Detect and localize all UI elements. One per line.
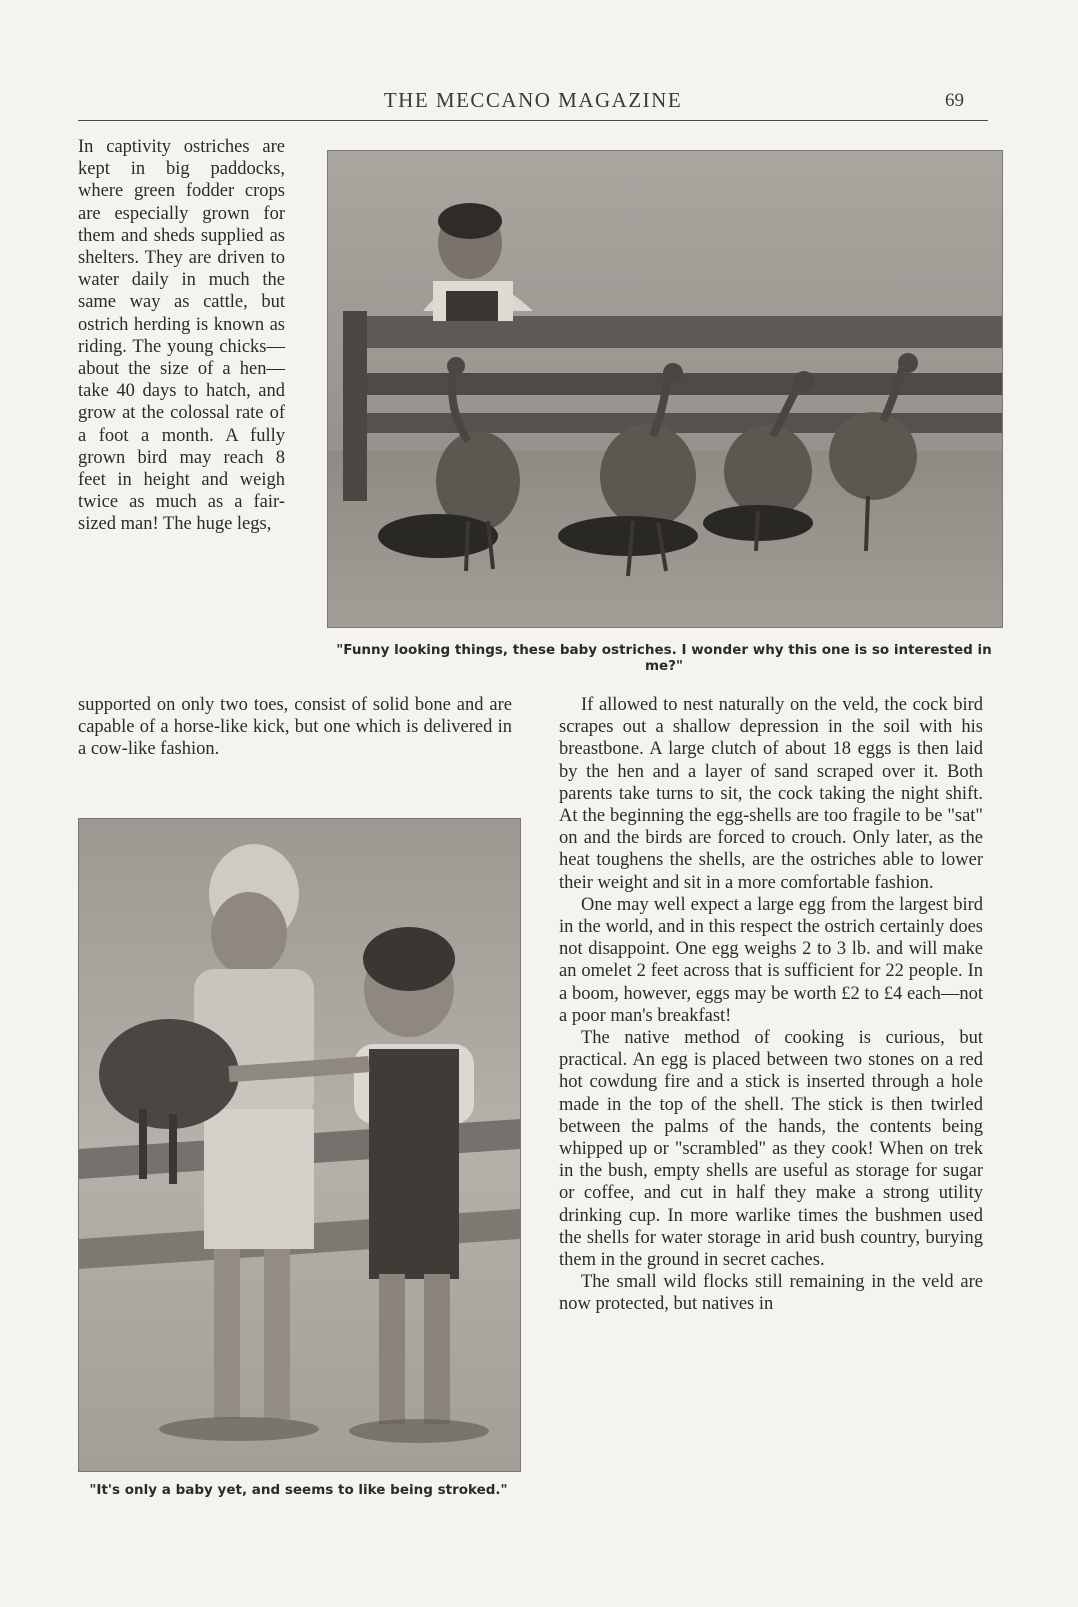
page-header: [78, 86, 988, 121]
article-paragraph: supported on only two toes, consist of solid bone and are capable of a horse-like kick, but one which is delivered in a cow-like fashion.: [78, 695, 512, 760]
right-text-column: [559, 694, 983, 1316]
bottom-photo-caption: "It's only a baby yet, and seems to like being stroked.": [89, 1482, 508, 1498]
article-paragraph: If allowed to nest naturally on the veld, the cock bird scrapes out a shallow depression in the soil with his breastbone. A large clutch of about 18 eggs is then laid by the hen and a layer of sand scraped over it. Both parents take turns to sit, the cock taking the night shift. At the beginning the egg-shells are too fragile to be "sat" on and the birds are forced to crouch. Only later, as the heat toughens the shells, are the ostriches able to lower their weight and sit in a more comfortable fashion.: [559, 695, 983, 893]
baby-ostriches-photo: [327, 150, 1003, 628]
left-wide-text-column: [78, 694, 512, 761]
article-paragraph: One may well expect a large egg from the largest bird in the world, and in this respect the ostrich certainly does not disappoint. One egg weighs 2 to 3 lb. and will make an omelet 2 feet across that is sufficient for 22 people. In a boom, however, eggs may be worth £2 to £4 each—not a poor man's breakfast!: [559, 894, 983, 1026]
article-paragraph: In captivity ostriches are kept in big paddocks, where green fodder crops are especially grown for them and sheds supplied as shelters. They are driven to water daily in much the same way as cattle, but ostrich herding is known as riding. The young chicks—about the size of a hen—take 40 days to hatch, and grow at the colossal rate of a foot a month. A fully grown bird may reach 8 feet in height and weigh twice as much as a fair-sized man! The huge legs,: [78, 137, 285, 535]
article-paragraph: The small wild flocks still remaining in the veld are now protected, but natives in: [559, 1272, 983, 1315]
top-photo-caption: "Funny looking things, these baby ostriches. I wonder why this one is so interested in me?": [336, 642, 992, 674]
children-with-chick-photo: [78, 818, 521, 1472]
page-number: 69: [945, 90, 964, 111]
narrow-text-column: [78, 136, 285, 536]
magazine-title: THE MECCANO MAGAZINE: [383, 88, 683, 112]
article-paragraph: The native method of cooking is curious, but practical. An egg is placed between two stones on a red hot cowdung fire and a stick is inserted through a hole made in the top of the shell. The stick is then twirled between the palms of the hands, the contents being whipped up or "scrambled" as they cook! When on trek in the bush, empty shells are useful as storage for sugar or coffee, and cut in half they make a strong utility drinking cup. In more warlike times the bushmen used the shells for water storage in arid bush country, burying them in the ground in secret caches.: [559, 1028, 983, 1271]
